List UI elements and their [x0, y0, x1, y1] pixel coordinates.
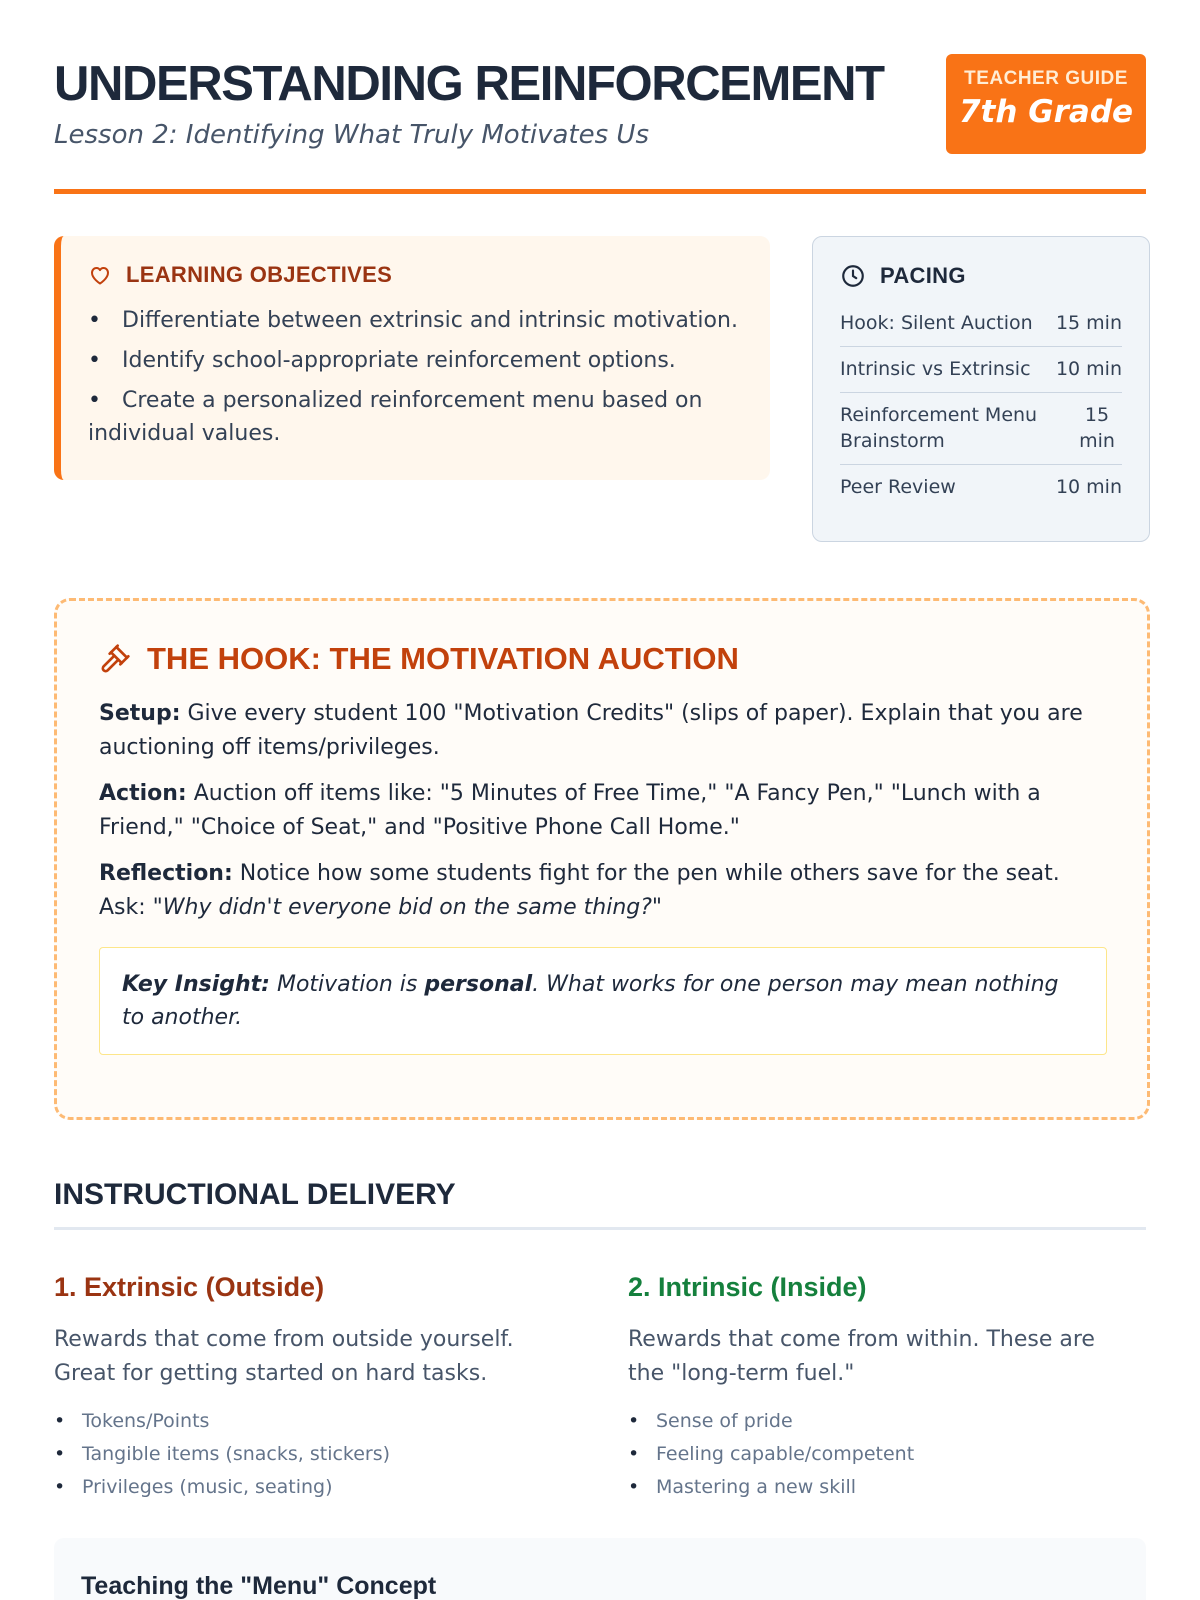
clock-icon — [840, 263, 866, 289]
pacing-row — [840, 347, 1122, 393]
badge-grade: 7th Grade — [958, 94, 1134, 130]
hook-section — [54, 598, 1150, 1120]
reflection-question: "Why didn't everyone bid on the same thing?" — [152, 895, 663, 920]
heart-icon — [88, 263, 112, 287]
pacing-row — [840, 301, 1122, 347]
pacing-heading — [840, 263, 1122, 289]
insight-label: Key Insight: — [122, 972, 270, 997]
extrinsic-title: 1. Extrinsic (Outside) — [54, 1272, 325, 1302]
insight-text: Motivation is — [269, 972, 425, 997]
insight-emphasis: personal — [424, 972, 533, 997]
intrinsic-column — [628, 1272, 1138, 1504]
page-title: UNDERSTANDING REINFORCEMENT — [54, 57, 884, 111]
section-heading: INSTRUCTIONAL DELIVERY — [54, 1178, 1146, 1230]
pacing-duration: 15 min — [1055, 312, 1122, 334]
setup-text: Give every student 100 "Motivation Credits" (slips of paper). Explain that you are auctioning off items/privileges. — [99, 701, 1083, 760]
reflection-label: Reflection: — [99, 861, 233, 886]
intrinsic-title: 2. Intrinsic (Inside) — [628, 1272, 867, 1302]
extrinsic-list — [54, 1405, 564, 1504]
pacing-activity: Intrinsic vs Extrinsic — [840, 358, 1031, 380]
pacing-duration: 10 min — [1055, 358, 1122, 380]
pacing-activity: Hook: Silent Auction — [840, 312, 1033, 334]
pacing-duration: 15 min — [1079, 404, 1115, 452]
hook-reflection — [99, 857, 1105, 925]
objective-item: • Identify school-appropriate reinforcement options. — [88, 344, 740, 377]
objectives-heading — [88, 262, 740, 288]
pacing-row — [840, 465, 1122, 510]
reflection-text: Notice how some students fight for the pen while others save for the seat. Ask: — [99, 861, 1060, 920]
menu-concept-box — [54, 1538, 1146, 1600]
grade-badge — [946, 54, 1146, 154]
list-item: • Tangible items (snacks, stickers) — [54, 1438, 564, 1471]
badge-label: TEACHER GUIDE — [964, 68, 1128, 89]
pacing-activity: Peer Review — [840, 476, 956, 498]
learning-objectives-card — [54, 236, 770, 480]
list-item: • Mastering a new skill — [628, 1471, 1138, 1504]
pacing-activity: Reinforcement Menu Brainstorm — [840, 404, 1038, 452]
list-item: • Feeling capable/competent — [628, 1438, 1138, 1471]
pacing-heading-text: PACING — [880, 263, 966, 288]
key-insight-box — [99, 947, 1107, 1055]
objective-item: • Differentiate between extrinsic and intrinsic motivation. — [88, 304, 740, 337]
page-subtitle: Lesson 2: Identifying What Truly Motivates Us — [54, 120, 650, 150]
list-item: • Tokens/Points — [54, 1405, 564, 1438]
pacing-row — [840, 393, 1122, 465]
extrinsic-column — [54, 1272, 564, 1504]
hook-title — [99, 641, 1105, 677]
intrinsic-list — [628, 1405, 1138, 1504]
pacing-duration: 10 min — [1055, 476, 1122, 498]
hook-title-text: THE HOOK: THE MOTIVATION AUCTION — [147, 641, 739, 676]
list-item: • Privileges (music, seating) — [54, 1471, 564, 1504]
setup-label: Setup: — [99, 701, 181, 726]
insight-text: . What works for one person may mean nothing to another. — [122, 972, 1059, 1030]
objectives-list — [88, 304, 740, 450]
objective-item: • Create a personalized reinforcement menu based on individual values. — [88, 384, 740, 450]
gavel-icon — [99, 643, 131, 675]
action-text: Auction off items like: "5 Minutes of Free Time," "A Fancy Pen," "Lunch with a Friend," "Choice of Seat," and "Positive Phone Call Home." — [99, 781, 1041, 840]
action-label: Action: — [99, 781, 187, 806]
list-item: • Sense of pride — [628, 1405, 1138, 1438]
menu-concept-heading: Teaching the "Menu" Concept — [81, 1572, 437, 1600]
pacing-list — [840, 301, 1122, 510]
intrinsic-description: Rewards that come from within. These are the "long-term fuel." — [628, 1327, 1095, 1386]
hook-action — [99, 777, 1105, 845]
lesson-header — [54, 50, 1146, 194]
extrinsic-description: Rewards that come from outside yourself. Great for getting started on hard tasks. — [54, 1327, 514, 1386]
objectives-heading-text: LEARNING OBJECTIVES — [126, 262, 393, 287]
pacing-card — [812, 236, 1150, 542]
hook-setup — [99, 697, 1105, 765]
